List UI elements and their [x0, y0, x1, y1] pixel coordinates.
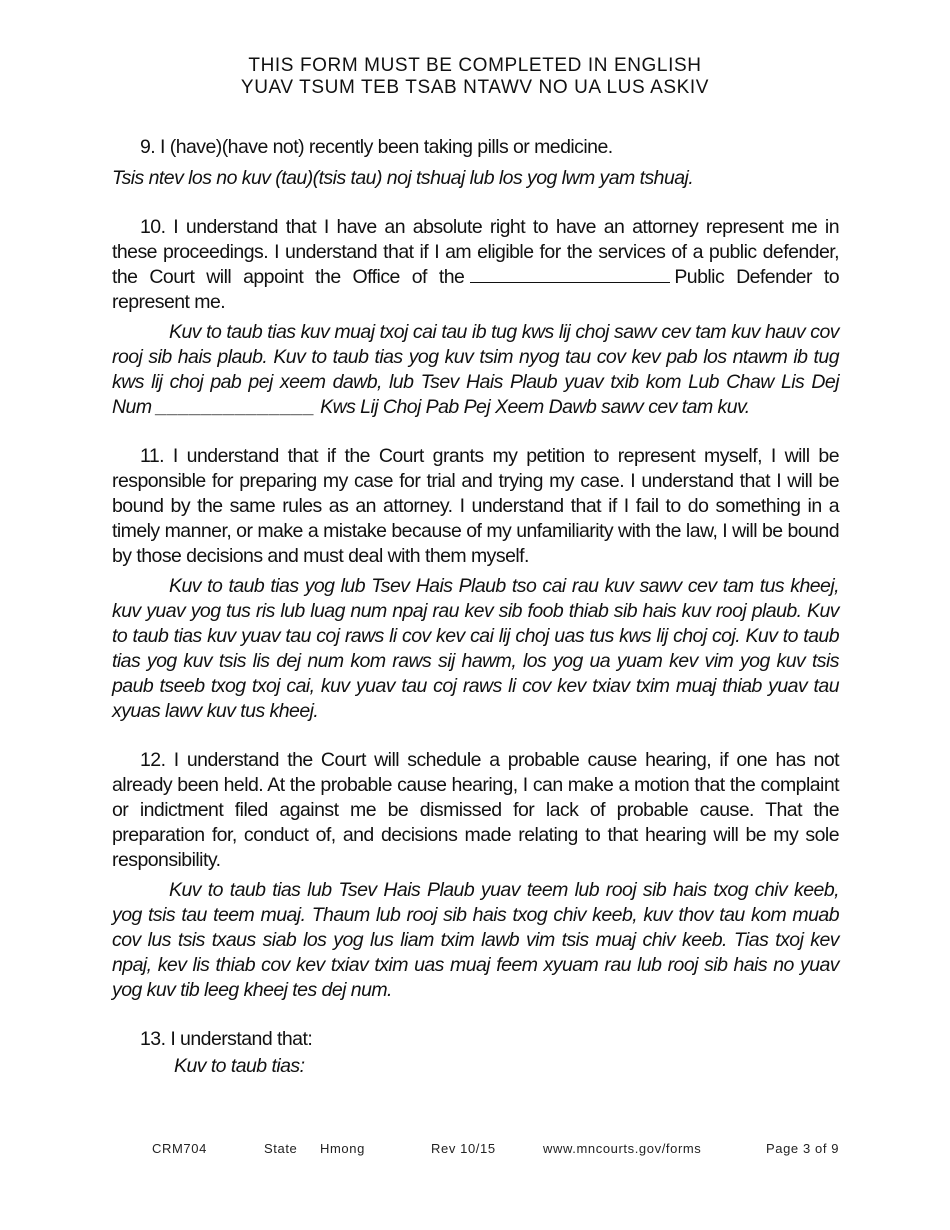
footer-revision: Rev 10/15	[431, 1141, 496, 1156]
item-11-english: 11. I understand that if the Court grants my petition to represent myself, I will be responsible for preparing my case for trial and trying my case. I understand that I will be bound by the same rules as an attorney. I understand that if I fail to do something in a timely manner, or make a mistake because of my unfamiliarity with the law, I will be bound by those decisions and must deal with them myself.	[112, 445, 839, 567]
spacer	[112, 724, 839, 748]
footer-page-number: Page 3 of 9	[766, 1141, 840, 1156]
header-english-notice: THIS FORM MUST BE COMPLETED IN ENGLISH	[248, 55, 702, 76]
footer-form-id: CRM704	[152, 1141, 207, 1156]
spacer	[112, 1003, 839, 1027]
page-footer	[0, 1141, 950, 1159]
item-9-hmong: Tsis ntev los no kuv (tau)(tsis tau) noj tshuaj lub los yog lwm yam tshuaj.	[112, 167, 694, 189]
item-10-hmong	[112, 320, 839, 420]
item-10	[112, 215, 839, 420]
item-9-english: 9. I (have)(have not) recently been taking pills or medicine.	[140, 136, 613, 158]
spacer	[112, 420, 839, 444]
item-13	[112, 1027, 839, 1079]
item-10-english	[112, 215, 839, 315]
form-content	[112, 135, 839, 1079]
item-10-hmong-text: Kuv to taub tias kuv muaj txoj cai tau ib tug kws lij choj sawv cev tam kuv hauv cov rooj sib hais plaub. Kuv to taub tias yog kuv tsim nyog tau cov kev pab los ntawm ib tug kws lij choj pab pej xeem dawb, lub Tsev Hais Plaub yuav txib kom Lub Chaw Lis Dej Num	[112, 321, 839, 418]
item-9	[112, 135, 839, 191]
item-12	[112, 748, 839, 1003]
item-10-english-text: 10. I understand that I have an absolute right to have an attorney represent me in these proceedings. I understand that if I am eligible for the services of a public defender, the Court will appoint the Office of the	[112, 216, 839, 288]
footer-language: Hmong	[320, 1141, 365, 1156]
spacer	[112, 191, 839, 215]
page-header	[0, 55, 950, 99]
item-11-hmong: Kuv to taub tias yog lub Tsev Hais Plaub tso cai rau kuv sawv cev tam tus kheej, kuv yuav yog tus ris lub luag num npaj rau kev sib foob thiab sib hais kuv rooj plaub. Kuv to taub tias kuv yuav tau coj raws li cov kev cai lij choj uas tus kws lij choj coj. Kuv to taub tias yog kuv tsis lis dej num kom raws sij hawm, los yog ua yuam kev vim yog kuv tsis paub tseeb txog txoj cai, kuv yuav tau coj raws li cov kev txiav txim muaj thiab yuav tau xyuas lawv kuv tus kheej.	[112, 575, 839, 722]
office-name-field[interactable]	[470, 266, 670, 283]
item-10-hmong-tail: Kws Lij Choj Pab Pej Xeem Dawb sawv cev tam kuv.	[320, 396, 750, 418]
item-12-english: 12. I understand the Court will schedule a probable cause hearing, if one has not already been held. At the probable cause hearing, I can make a motion that the complaint or indictment filed against me be dismissed for lack of probable cause. That the preparation for, conduct of, and decisions made relating to that hearing will be my sole responsibility.	[112, 749, 839, 871]
item-12-hmong: Kuv to taub tias lub Tsev Hais Plaub yuav teem lub rooj sib hais txog chiv keeb, yog tsis tau teem muaj. Thaum lub rooj sib hais txog chiv keeb, kuv thov tau kom muab cov lus tsis txaus siab los yog lus liam txim lawb vim tsis muaj chiv keeb. Tias txoj kev npaj, kev lis thiab cov kev txiav txim uas muaj feem xyuam rau lub rooj sib hais no yuav yog kuv tib leeg kheej tes dej num.	[112, 879, 839, 1001]
item-13-hmong: Kuv to taub tias:	[174, 1055, 305, 1077]
item-11	[112, 444, 839, 724]
footer-url[interactable]: www.mncourts.gov/forms	[543, 1141, 702, 1156]
hmong-office-blank: ______________	[156, 396, 316, 418]
header-hmong-notice: YUAV TSUM TEB TSAB NTAWV NO UA LUS ASKIV	[240, 77, 710, 98]
item-13-english: 13. I understand that:	[140, 1028, 313, 1050]
footer-state: State	[264, 1141, 298, 1156]
item-10-english-tail: Public Defender to represent me.	[112, 266, 839, 313]
